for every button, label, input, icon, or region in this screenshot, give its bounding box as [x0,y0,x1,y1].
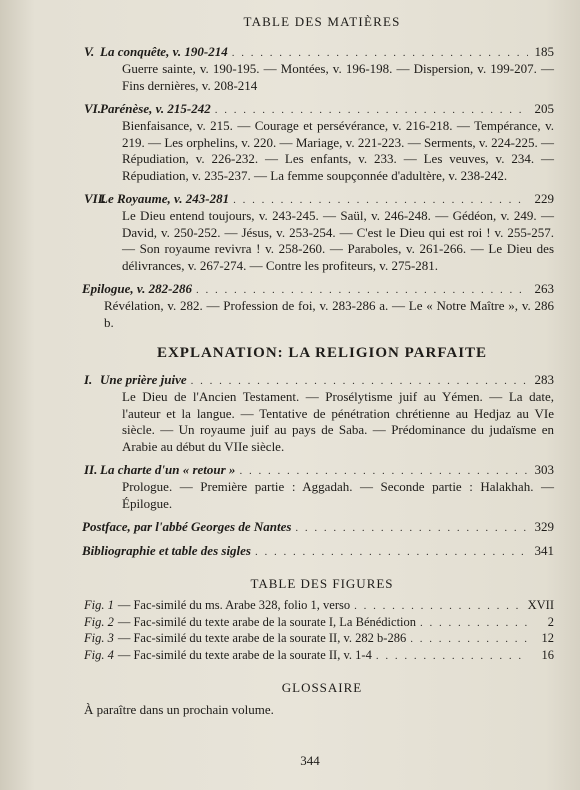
entry-title: La charte d'un « retour » [100,462,236,477]
entry-description: Prologue. — Première partie : Aggadah. — Seconde partie : Halakhah. — Épilogue. [122,479,554,511]
entry-title: La conquête, v. 190-214 [100,44,228,59]
leader-dots [295,520,528,536]
entry-description: Guerre sainte, v. 190-195. — Montées, v. 196-198. — Dispersion, v. 199-207. — Fins dernières, v. 208-214 [122,61,554,93]
section-title: EXPLANATION: LA RELIGION PARFAITE [156,345,488,361]
figure-label: Fig. 2 [84,614,114,629]
entry-description: Le Dieu entend toujours, v. 243-245. — Saül, v. 246-248. — Gédéon, v. 249. — David, v. 250-252. — Jésus, v. 253-254. — C'est le Dieu qui est roi ! v. 255-257. — Son royaume revivra ! v. 258-260. — Paraboles, v. 261-266. — Le Dieu des délivrances, v. 267-274. — Contre les profiteurs, v. 275-281. [122,208,554,273]
leader-dots [239,463,528,479]
figure-text: — Fac-similé du texte arabe de la sourate II, v. 1-4 [117,647,372,662]
entry-page: 341 [534,543,554,558]
toc-entry-postface [82,519,554,536]
leader-dots [233,192,528,208]
figure-page: 12 [541,631,554,645]
leader-dots [420,616,528,632]
glossary-note: À paraître dans un prochain volume. [84,702,274,717]
leader-dots [215,102,528,118]
toc-entry-6 [84,101,554,184]
leader-dots [196,282,528,298]
entry-title: Le Royaume, v. 243-281 [100,191,230,206]
toc-entry-epilogue [82,281,554,331]
figure-text: — Fac-similé du ms. Arabe 328, folio 1, verso [117,598,351,612]
figure-entry-2 [84,615,554,632]
entry-roman: VII. [84,191,107,206]
entry-description: Bienfaisance, v. 215. — Courage et persévérance, v. 216-218. — Tempérance, v. 219. — Les orphelins, v. 220. — Mariage, v. 221-223. — Serments, v. 224-225. — Répudiation, v. 226-232. — Les enfants, v. 233. — Les veuves, v. 234. — Répudiation, v. 235-237. — La femme soupçonnée d'adultère, v. 238-242. [122,118,554,183]
entry-page: 229 [534,191,554,206]
toc-entry-1 [84,372,554,455]
entry-title: Postface, par l'abbé Georges de Nantes [82,519,292,534]
toc-entry-bibliography [82,543,554,560]
leader-dots [354,599,523,615]
entry-title: Epilogue, v. 282-286 [82,281,193,296]
toc-entry-2 [84,462,554,512]
figure-page: 16 [541,647,554,662]
entry-title: Bibliographie et table des sigles [82,543,251,558]
toc-entry-5 [84,44,554,94]
running-header: TABLE DES MATIÈRES [243,14,401,29]
entry-title: Parénèse, v. 215-242 [100,101,211,116]
figure-label: Fig. 3 [84,631,114,645]
leader-dots [232,45,528,61]
page-number: 344 [300,753,320,768]
figure-entry-1 [84,598,554,615]
toc-entry-7 [84,191,554,274]
entry-description: Le Dieu de l'Ancien Testament. — Prosélytisme juif au Yémen. — La date, l'auteur et la langue. — Tentative de pénétration chrétienne au Hedjaz au VIe siècle. — Un royaume juif au pays de Saba. — Prédominance du judaïsme en Arabie au début du VIIe siècle. [122,389,554,454]
entry-page: 329 [534,519,554,534]
entry-description: Révélation, v. 282. — Profession de foi, v. 283-286 a. — Le « Notre Maître », v. 286 b. [104,298,554,330]
leader-dots [410,632,528,648]
entry-roman: VI. [84,101,101,116]
entry-page: 303 [534,462,554,477]
entry-title: Une prière juive [100,372,187,387]
figures-title: TABLE DES FIGURES [250,576,394,591]
figure-entry-3 [84,631,554,648]
leader-dots [191,373,528,389]
entry-page: 205 [534,101,554,116]
figure-text: — Fac-similé du texte arabe de la sourate II, v. 282 b-286 [117,631,407,645]
entry-roman: V. [84,44,95,59]
leader-dots [255,544,528,560]
entry-roman: I. [84,372,93,387]
entry-page: 283 [534,372,554,387]
figure-entry-4 [84,648,554,665]
figure-label: Fig. 4 [84,647,114,662]
figure-page: 2 [547,614,554,629]
entry-roman: II. [84,462,98,477]
glossary-title: GLOSSAIRE [281,680,363,695]
entry-page: 185 [534,44,554,59]
entry-page: 263 [534,281,554,296]
figure-text: — Fac-similé du texte arabe de la sourate I, La Bénédiction [117,614,417,629]
figure-page: XVII [527,598,554,612]
leader-dots [376,649,528,665]
figure-label: Fig. 1 [84,598,114,612]
